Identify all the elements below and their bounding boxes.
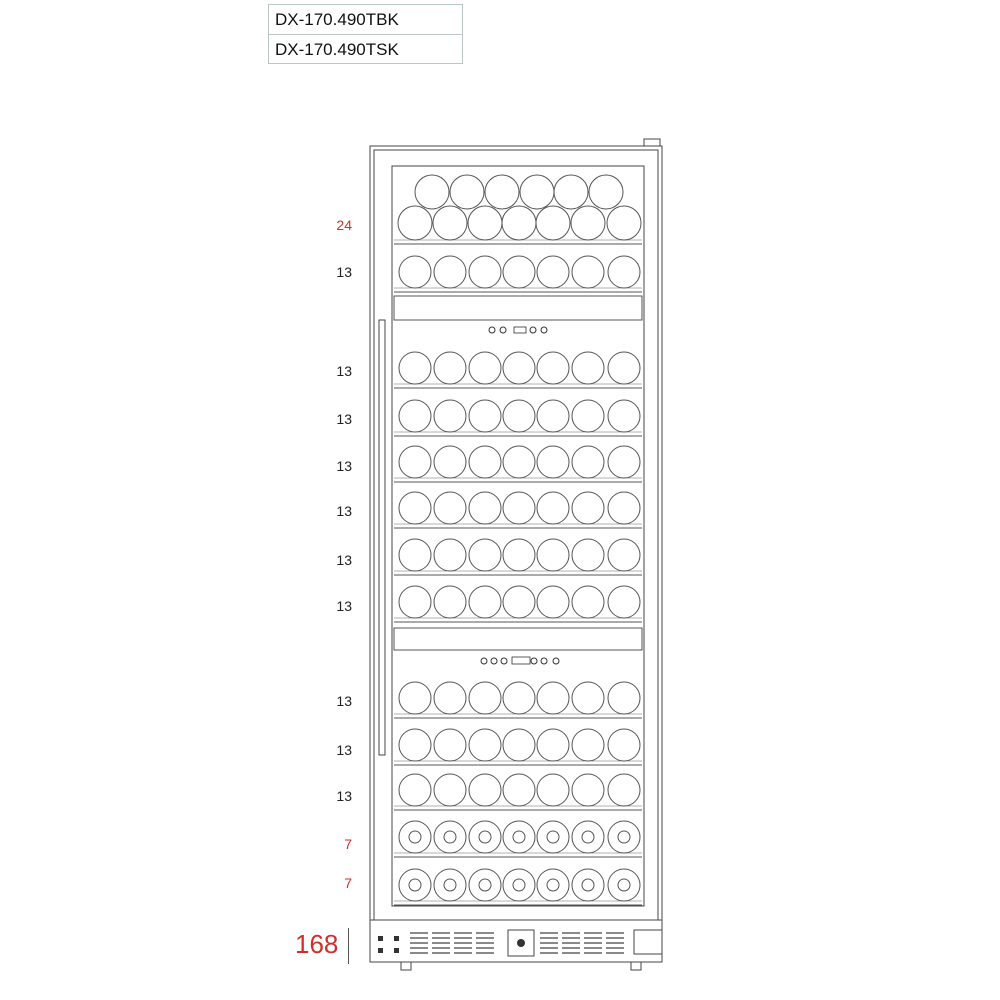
shelf-capacity-6: 13 — [336, 503, 352, 519]
shelf-capacity-3: 13 — [336, 363, 352, 379]
bottle — [469, 352, 501, 384]
bottle — [537, 352, 569, 384]
bottle-neck — [409, 831, 421, 843]
bottle-top-row — [485, 175, 519, 209]
shelf-capacity-8: 13 — [336, 598, 352, 614]
bottle — [607, 206, 641, 240]
bottle — [572, 352, 604, 384]
bottle — [572, 256, 604, 288]
bottle — [399, 774, 431, 806]
control-button — [489, 327, 495, 333]
bottle — [572, 586, 604, 618]
bottle — [503, 400, 535, 432]
bottle — [469, 256, 501, 288]
bottle — [537, 492, 569, 524]
base-corner-box — [634, 930, 662, 954]
shelf-capacity-2: 13 — [336, 264, 352, 280]
bottle — [399, 539, 431, 571]
bottle — [537, 729, 569, 761]
control-display — [512, 657, 530, 664]
bottle — [469, 774, 501, 806]
bottle — [608, 256, 640, 288]
bottle — [537, 446, 569, 478]
bottle — [503, 446, 535, 478]
shelf-capacity-13: 7 — [344, 875, 352, 891]
shelf-capacity-1: 24 — [336, 217, 352, 233]
base-screw — [378, 936, 383, 941]
bottle — [434, 400, 466, 432]
base-switch — [517, 939, 525, 947]
bottle — [572, 400, 604, 432]
shelf-capacity-10: 13 — [336, 742, 352, 758]
bottle — [502, 206, 536, 240]
bottle — [469, 400, 501, 432]
bottle — [398, 206, 432, 240]
bottle — [572, 682, 604, 714]
bottle — [468, 206, 502, 240]
bottle — [434, 446, 466, 478]
control-button — [491, 658, 497, 664]
door-handle — [379, 320, 385, 755]
base-screw — [394, 948, 399, 953]
bottle — [536, 206, 570, 240]
bottle — [503, 256, 535, 288]
control-button — [553, 658, 559, 664]
bottle — [399, 400, 431, 432]
bottle-top-row — [415, 175, 449, 209]
base-screw — [378, 948, 383, 953]
bottle — [503, 539, 535, 571]
bottle-top-row — [520, 175, 554, 209]
bottle — [608, 400, 640, 432]
bottle-neck — [513, 831, 525, 843]
bottle — [537, 400, 569, 432]
bottle-neck — [618, 831, 630, 843]
foot-right — [631, 962, 641, 970]
control-button — [500, 327, 506, 333]
bottle-neck — [582, 831, 594, 843]
bottle-neck — [618, 879, 630, 891]
base-screw — [394, 936, 399, 941]
bottle — [503, 352, 535, 384]
bottle — [571, 206, 605, 240]
bottle — [503, 682, 535, 714]
bottle — [608, 446, 640, 478]
bottle — [608, 774, 640, 806]
top-hinge — [644, 139, 660, 146]
bottle — [503, 492, 535, 524]
shelf-capacity-5: 13 — [336, 458, 352, 474]
bottle — [399, 446, 431, 478]
bottle-top-row — [589, 175, 623, 209]
control-button — [541, 658, 547, 664]
bottle — [434, 682, 466, 714]
bottle — [608, 492, 640, 524]
bottle — [537, 586, 569, 618]
bottle — [469, 446, 501, 478]
bottle — [434, 352, 466, 384]
bottle — [399, 256, 431, 288]
bottle — [469, 492, 501, 524]
bottle-neck — [409, 879, 421, 891]
bottle — [434, 539, 466, 571]
bottle — [469, 682, 501, 714]
zone-divider — [394, 628, 642, 650]
bottle — [572, 774, 604, 806]
bottle — [399, 729, 431, 761]
bottle-neck — [582, 879, 594, 891]
bottle — [608, 682, 640, 714]
model-name-2: DX-170.490TSK — [275, 40, 399, 59]
shelf-capacity-9: 13 — [336, 693, 352, 709]
control-display — [514, 327, 526, 333]
control-button — [530, 327, 536, 333]
bottle-neck — [444, 831, 456, 843]
bottle-neck — [547, 831, 559, 843]
bottle — [537, 539, 569, 571]
bottle-top-row — [554, 175, 588, 209]
control-button — [501, 658, 507, 664]
bottle — [537, 774, 569, 806]
bottle — [537, 682, 569, 714]
bottle-neck — [479, 879, 491, 891]
bottle — [434, 256, 466, 288]
bottle — [434, 586, 466, 618]
bottle — [399, 352, 431, 384]
shelf-capacity-7: 13 — [336, 552, 352, 568]
bottle-neck — [547, 879, 559, 891]
bottle — [399, 586, 431, 618]
control-button — [541, 327, 547, 333]
bottle-neck — [513, 879, 525, 891]
bottle-neck — [479, 831, 491, 843]
bottle — [503, 774, 535, 806]
control-button — [531, 658, 537, 664]
bottle — [469, 586, 501, 618]
bottle — [434, 774, 466, 806]
bottle — [503, 586, 535, 618]
shelf-capacity-12: 7 — [344, 836, 352, 852]
zone-divider — [394, 296, 642, 320]
bottle — [399, 682, 431, 714]
bottle — [434, 729, 466, 761]
total-capacity: 168 — [295, 929, 339, 959]
bottle — [572, 539, 604, 571]
bottle-neck — [444, 879, 456, 891]
bottle — [434, 492, 466, 524]
bottle — [503, 729, 535, 761]
bottle — [608, 539, 640, 571]
bottle — [608, 352, 640, 384]
bottle — [469, 729, 501, 761]
bottle — [399, 492, 431, 524]
bottle — [537, 256, 569, 288]
bottle — [572, 446, 604, 478]
foot-left — [401, 962, 411, 970]
bottle — [469, 539, 501, 571]
control-button — [481, 658, 487, 664]
bottle-top-row — [450, 175, 484, 209]
bottle — [608, 729, 640, 761]
shelf-capacity-11: 13 — [336, 788, 352, 804]
shelf-capacity-4: 13 — [336, 411, 352, 427]
bottle — [608, 586, 640, 618]
bottle — [572, 492, 604, 524]
bottle — [433, 206, 467, 240]
model-name-1: DX-170.490TBK — [269, 5, 462, 35]
bottle — [572, 729, 604, 761]
